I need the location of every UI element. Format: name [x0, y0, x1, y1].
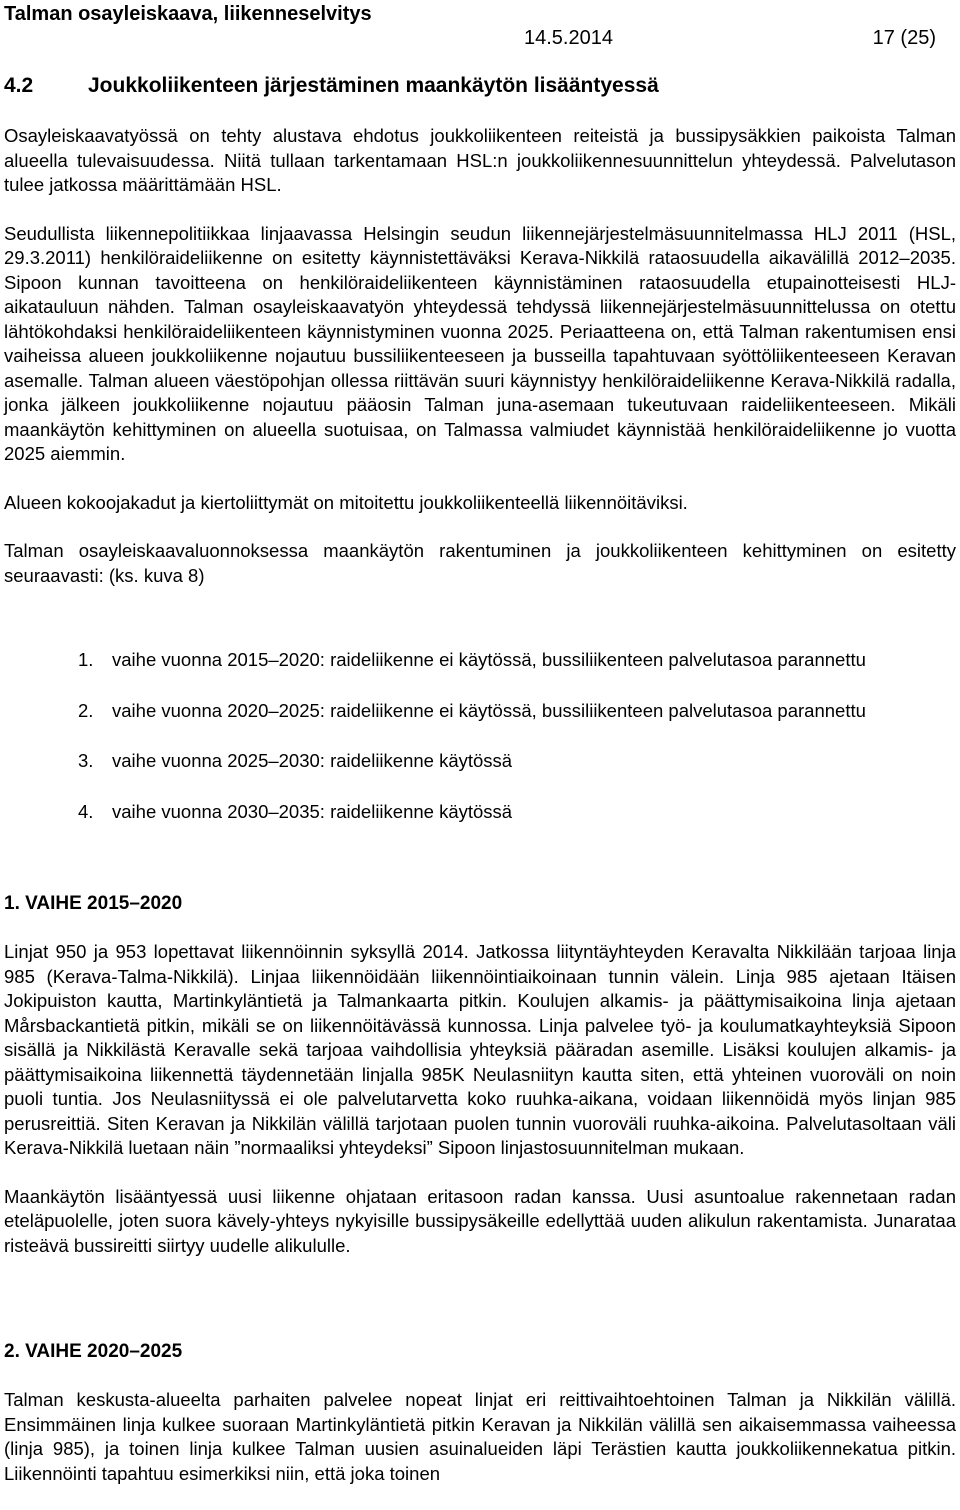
list-text: vaihe vuonna 2015–2020: raideliikenne ei käytössä, bussiliikenteen palvelutasoa parannettu [112, 649, 866, 670]
list-number: 3. [78, 750, 94, 771]
list-item [78, 749, 952, 774]
paragraph: Maankäytön lisääntyessä uusi liikenne ohjataan eritasoon radan kanssa. Uusi asuntoalue rakennetaan radan eteläpuolelle, joten suora kävely-yhteys nykyisille bussipysäkeille edellyttää uuden alikulun rakentamista. Junarataa risteävä bussireitti siirtyy uudelle alikululle. [4, 1185, 956, 1256]
paragraph: Alueen kokoojakadut ja kiertoliittymät on mitoitettu joukkoliikenteellä liikennöitäviksi. [4, 491, 688, 513]
paragraph: Linjat 950 ja 953 lopettavat liikennöinnin syksyllä 2014. Jatkossa liityntäyhteyden Keravalta Nikkilään tarjoaa linja 985 (Kerava-Talma-Nikkilä). Linjaa liikennöidään liikennöintiaikoinaan tunnin välein. Linja 985 ajetaan Itäisen Jokipuiston kautta, Martinkyläntietä ja Talmankaarta pitkin. Koulujen alkamis- ja päättymisaikoina linja ajetaan Mårsbackantietä pitkin, mikäli se on liikennöitävässä kunnossa. Linja palvelee työ- ja koulumatkayhteyksiä Sipoon sisällä ja Nikkilästä Keravalle sekä tarjoaa vaihdollisia yhteyksiä pääradan asemille. Lisäksi koulujen alkamis- ja päättymisaikoina liikennettä täydennetään linjalla 985K Neulasniityn kautta siten, että yhteinen vuoroväli on noin puoli tuntia. Jos Neulasniityssä ei ole palvelutarvetta koko ruuhka-aikana, voidaan liikennöidä myös linjan 985 perusreittiä. Siten Keravan ja Nikkilän välillä tarjotaan puolen tunnin vuoroväli ruuhka-aikoina. Palvelutasoltaan väli Kerava-Nikkilä luetaan näin ”normaaliksi yhteydeksi” Sipoon linjastosuunnitelman mukaan. [4, 941, 956, 1158]
phase2-heading: 2. VAIHE 2020–2025 [4, 1341, 183, 1362]
phase1-heading: 1. VAIHE 2015–2020 [4, 893, 183, 914]
phase-list [78, 648, 952, 850]
phase2-text [4, 1388, 956, 1510]
list-number: 4. [78, 800, 94, 822]
list-number: 2. [78, 699, 94, 721]
list-item [78, 648, 952, 673]
page-number: 17 (25) [872, 27, 936, 49]
section-title: Joukkoliikenteen järjestäminen maankäytön lisääntyessä [88, 74, 659, 97]
section-heading [4, 74, 659, 99]
paragraph: Talman osayleiskaavaluonnoksessa maankäytön rakentuminen ja joukkoliikenteen kehittyminen on esitetty seuraavasti: (ks. kuva 8) [4, 540, 956, 586]
section-number: 4.2 [4, 74, 34, 97]
document-date: 14.5.2014 [524, 27, 613, 49]
list-item [78, 699, 952, 724]
intro-text [4, 124, 956, 612]
list-item [78, 800, 952, 825]
paragraph: Talman keskusta-alueelta parhaiten palvelee nopeat linjat eri reittivaihtoehtoinen Talman ja Nikkilän välillä. Ensimmäinen linja kulkee suoraan Martinkyläntietä pitkin Keravan ja Nikkilän välillä sen aikaisemmassa vaiheessa (linja 985), ja toinen linja kulkee Talman uusien asuinalueiden läpi Terästien kautta joukkoliikennekatua pitkin. Liikennöinti tapahtuu esimerkiksi niin, että joka toinen [4, 1389, 956, 1484]
paragraph: Seudullista liikennepolitiikkaa linjaavassa Helsingin seudun liikennejärjestelmäsuunnitelmassa HLJ 2011 (HSL, 29.3.2011) henkilöraideliikenne on esitetty käynnistettäväksi Kerava-Nikkilä rataosuudella aikavälillä 2012–2035. Sipoon kunnan tavoitteena on henkilöraideliikenteen käynnistäminen rataosuudella etupainotteisesti HLJ-aikatauluun nähden. Talman osayleiskaavatyön yhteydessä tehdyssä liikennejärjestelmäsuunnittelussa on otettu lähtökohdaksi henkilöraideliikenteen käynnistyminen vuonna 2025. Periaatteena on, että Talman rakentumisen ensi vaiheissa alueen joukkoliikenne nojautuu bussiliikenteeseen ja busseilla tapahtuvaan syöttöliikenteeseen Keravan asemalle. Talman alueen väestöpohjan ollessa riittävän suuri käynnistyy henkilöraideliikenne Kerava-Nikkilä radalla, jonka jälkeen joukkoliikenne nojautuu pääosin Talman juna-asemaan tukeutuvaan raideliikenteeseen. Mikäli maankäytön kehittyminen on alueella suotuisaa, on Talmassa valmiudet käynnistää henkilöraideliikenne jo vuotta 2025 aiemmin. [4, 222, 956, 464]
list-text: vaihe vuonna 2020–2025: raideliikenne ei käytössä, bussiliikenteen palvelutasoa parannettu [112, 699, 866, 721]
phase1-text [4, 940, 956, 1282]
list-text: vaihe vuonna 2025–2030: raideliikenne käytössä [112, 750, 513, 771]
document-title: Talman osayleiskaava, liikenneselvitys [4, 3, 372, 25]
list-number: 1. [78, 649, 94, 670]
paragraph: Osayleiskaavatyössä on tehty alustava ehdotus joukkoliikenteen reiteistä ja bussipysäkkien paikoista Talman alueella tulevaisuudessa. Niitä tullaan tarkentamaan HSL:n joukkoliikennesuunnittelun yhteydessä. Palvelutason tulee jatkossa määrittämään HSL. [4, 125, 956, 195]
list-text: vaihe vuonna 2030–2035: raideliikenne käytössä [112, 800, 513, 822]
